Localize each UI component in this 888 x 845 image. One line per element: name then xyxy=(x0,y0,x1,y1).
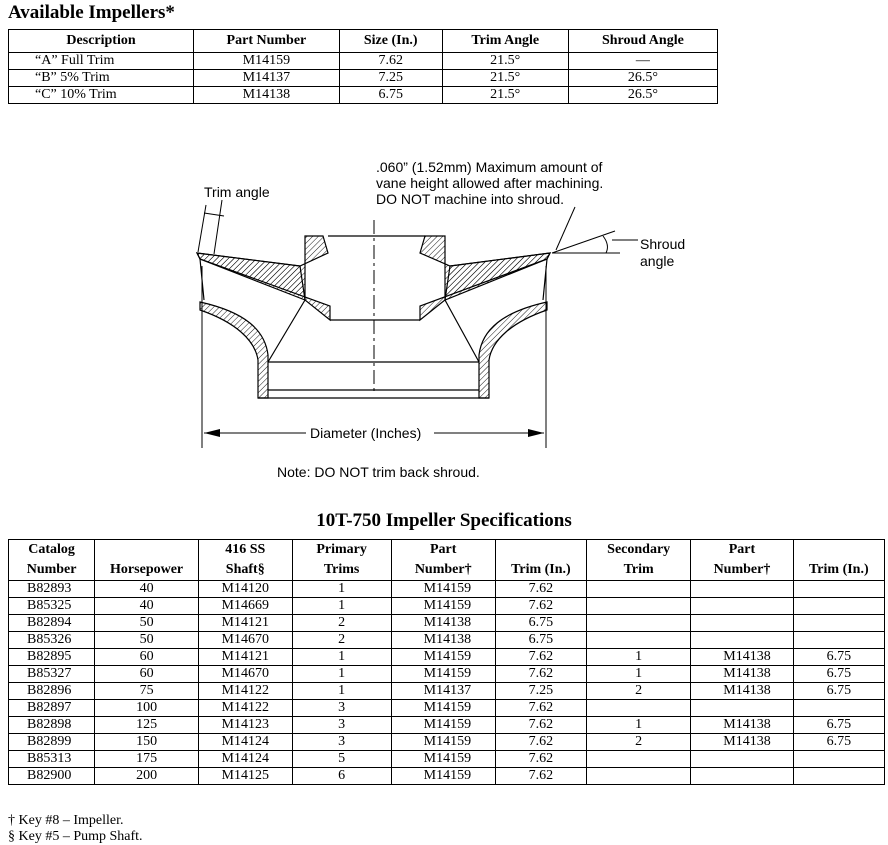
specs-cell xyxy=(793,768,884,785)
specs-cell: B82898 xyxy=(9,717,95,734)
specs-cell: 1 xyxy=(292,683,391,700)
specs-cell: B82894 xyxy=(9,615,95,632)
specs-cell: M14125 xyxy=(199,768,293,785)
vane-note: .060” (1.52mm) Maximum amount of vane height allowed after machining. DO NOT machine into shroud. xyxy=(376,159,604,207)
specs-cell: M14159 xyxy=(391,734,495,751)
impellers-header-row xyxy=(9,30,718,53)
specs-cell: M14670 xyxy=(199,632,293,649)
impellers-title: Available Impellers* xyxy=(8,2,175,23)
impeller-section-right xyxy=(420,236,550,398)
specs-cell: 6.75 xyxy=(495,615,586,632)
specs-cell: M14121 xyxy=(199,615,293,632)
specs-row xyxy=(9,666,885,683)
impellers-header-cell: Trim Angle xyxy=(442,30,568,53)
footnote-impeller: † Key #8 – Impeller. xyxy=(8,813,124,828)
specs-cell: 7.62 xyxy=(495,751,586,768)
specs-cell: 1 xyxy=(587,666,691,683)
specs-cell: M14137 xyxy=(391,683,495,700)
specs-cell: B85326 xyxy=(9,632,95,649)
specs-row xyxy=(9,683,885,700)
specs-header-cell xyxy=(199,540,293,581)
impellers-cell: 7.62 xyxy=(339,53,442,70)
specs-cell: M14159 xyxy=(391,768,495,785)
specs-row xyxy=(9,632,885,649)
specs-cell xyxy=(587,615,691,632)
specs-row xyxy=(9,734,885,751)
specs-row xyxy=(9,598,885,615)
specs-cell: B85327 xyxy=(9,666,95,683)
specs-cell: 125 xyxy=(95,717,199,734)
specs-header-line-2: Horsepower xyxy=(110,562,184,577)
trim-angle-label: Trim angle xyxy=(204,184,270,200)
specs-cell: 5 xyxy=(292,751,391,768)
impellers-row xyxy=(9,87,718,104)
specs-cell: 6.75 xyxy=(793,734,884,751)
specs-cell: 60 xyxy=(95,666,199,683)
impellers-cell: “A” Full Trim xyxy=(9,53,194,70)
specs-cell: 7.25 xyxy=(495,683,586,700)
specs-header-line-2: Trims xyxy=(323,562,360,577)
impellers-cell: M14137 xyxy=(194,70,340,87)
vane-note-leader xyxy=(556,207,575,250)
specs-cell xyxy=(691,598,793,615)
shroud-angle-dimension xyxy=(552,231,638,253)
impellers-cell: — xyxy=(568,53,717,70)
specs-cell xyxy=(793,700,884,717)
specs-cell xyxy=(793,598,884,615)
impellers-header-cell: Part Number xyxy=(194,30,340,53)
specs-row xyxy=(9,717,885,734)
specs-cell: 6.75 xyxy=(793,683,884,700)
specs-header-line-1: 416 SS xyxy=(225,542,266,557)
specs-cell: B85313 xyxy=(9,751,95,768)
specs-header-cell xyxy=(292,540,391,581)
specs-cell: 40 xyxy=(95,581,199,598)
specs-cell xyxy=(691,751,793,768)
specs-cell: 175 xyxy=(95,751,199,768)
specs-cell: 3 xyxy=(292,717,391,734)
impellers-cell: 21.5° xyxy=(442,70,568,87)
specs-cell: M14159 xyxy=(391,666,495,683)
specs-header-cell xyxy=(691,540,793,581)
specs-header-cell xyxy=(9,540,95,581)
specs-cell: M14122 xyxy=(199,683,293,700)
impellers-table xyxy=(8,29,718,104)
specs-row xyxy=(9,768,885,785)
specs-cell: 1 xyxy=(292,666,391,683)
specs-cell: M14159 xyxy=(391,649,495,666)
specs-cell: 50 xyxy=(95,632,199,649)
specs-cell: M14669 xyxy=(199,598,293,615)
specs-cell: 7.62 xyxy=(495,717,586,734)
specs-cell: M14138 xyxy=(691,683,793,700)
impellers-cell: 26.5° xyxy=(568,70,717,87)
specs-header-line-2: Trim xyxy=(623,562,654,577)
specs-header-row xyxy=(9,540,885,581)
specs-cell: M14124 xyxy=(199,751,293,768)
specs-header-cell xyxy=(391,540,495,581)
specs-cell: B82899 xyxy=(9,734,95,751)
specs-cell: B82895 xyxy=(9,649,95,666)
impellers-cell: M14138 xyxy=(194,87,340,104)
specs-cell xyxy=(587,768,691,785)
specs-cell: M14121 xyxy=(199,649,293,666)
specs-cell: 2 xyxy=(587,683,691,700)
diagram-note: Note: DO NOT trim back shroud. xyxy=(277,464,480,480)
specs-cell: 3 xyxy=(292,700,391,717)
specs-cell: M14670 xyxy=(199,666,293,683)
impeller-cross-section-diagram xyxy=(0,148,888,493)
diameter-label: Diameter (Inches) xyxy=(310,425,422,441)
specs-cell: M14159 xyxy=(391,717,495,734)
impellers-cell: “C” 10% Trim xyxy=(9,87,194,104)
specs-cell: M14120 xyxy=(199,581,293,598)
shroud-angle-label: Shroud angle xyxy=(640,236,686,269)
specs-cell: 7.62 xyxy=(495,666,586,683)
specs-cell: M14159 xyxy=(391,751,495,768)
specs-cell: 100 xyxy=(95,700,199,717)
specs-cell: 6.75 xyxy=(793,649,884,666)
specs-cell: 200 xyxy=(95,768,199,785)
specs-cell: 75 xyxy=(95,683,199,700)
impellers-header-cell: Description xyxy=(9,30,194,53)
specs-header-line-1: Secondary xyxy=(607,542,671,557)
specs-header-line-2: Number† xyxy=(414,562,472,577)
impellers-cell: “B” 5% Trim xyxy=(9,70,194,87)
specs-cell xyxy=(691,768,793,785)
impellers-row xyxy=(9,53,718,70)
specs-body xyxy=(9,581,885,785)
specs-cell: 150 xyxy=(95,734,199,751)
specs-cell: B82900 xyxy=(9,768,95,785)
specs-table xyxy=(8,539,885,785)
specs-cell: 1 xyxy=(587,649,691,666)
specs-cell: 7.62 xyxy=(495,649,586,666)
specs-title: 10T-750 Impeller Specifications xyxy=(316,510,572,531)
specs-header-cell xyxy=(793,540,884,581)
specs-cell: M14159 xyxy=(391,581,495,598)
specs-cell: M14122 xyxy=(199,700,293,717)
specs-cell: 2 xyxy=(292,632,391,649)
specs-cell: 1 xyxy=(587,717,691,734)
specs-row xyxy=(9,751,885,768)
specs-cell: 1 xyxy=(292,581,391,598)
specs-row xyxy=(9,581,885,598)
specs-cell: M14123 xyxy=(199,717,293,734)
specs-cell xyxy=(587,581,691,598)
specs-header-line-2: Trim (In.) xyxy=(809,562,869,577)
specs-cell xyxy=(691,700,793,717)
specs-cell xyxy=(793,632,884,649)
impellers-header-cell: Size (In.) xyxy=(339,30,442,53)
impellers-cell: 6.75 xyxy=(339,87,442,104)
specs-cell: B82897 xyxy=(9,700,95,717)
impeller-section-left xyxy=(197,236,330,398)
specs-cell: 40 xyxy=(95,598,199,615)
specs-cell: M14138 xyxy=(691,717,793,734)
specs-header-cell xyxy=(587,540,691,581)
specs-cell: 3 xyxy=(292,734,391,751)
specs-cell: M14138 xyxy=(691,649,793,666)
specs-cell: B85325 xyxy=(9,598,95,615)
specs-header-cell xyxy=(95,540,199,581)
specs-header-line-1: Catalog xyxy=(28,542,75,557)
specs-cell: 7.62 xyxy=(495,734,586,751)
impellers-cell: 21.5° xyxy=(442,53,568,70)
specs-cell: 1 xyxy=(292,598,391,615)
specs-cell xyxy=(793,615,884,632)
impellers-cell: M14159 xyxy=(194,53,340,70)
specs-header-line-1: Primary xyxy=(316,542,367,557)
specs-cell: M14159 xyxy=(391,598,495,615)
specs-cell xyxy=(793,581,884,598)
specs-cell: M14138 xyxy=(691,666,793,683)
specs-cell xyxy=(691,615,793,632)
footnote-pump-shaft: § Key #5 – Pump Shaft. xyxy=(8,829,143,844)
specs-header-line-2: Number xyxy=(26,562,77,577)
specs-cell: 1 xyxy=(292,649,391,666)
specs-cell xyxy=(587,751,691,768)
specs-row xyxy=(9,615,885,632)
specs-cell: 60 xyxy=(95,649,199,666)
specs-cell: 6.75 xyxy=(495,632,586,649)
specs-row xyxy=(9,700,885,717)
specs-cell: M14124 xyxy=(199,734,293,751)
specs-cell: 7.62 xyxy=(495,598,586,615)
specs-cell xyxy=(691,632,793,649)
specs-header-line-1: Part xyxy=(429,542,457,557)
specs-cell: 7.62 xyxy=(495,768,586,785)
specs-cell: 2 xyxy=(587,734,691,751)
specs-cell: B82896 xyxy=(9,683,95,700)
specs-cell xyxy=(793,751,884,768)
impellers-cell: 21.5° xyxy=(442,87,568,104)
specs-header-line-2: Trim (In.) xyxy=(511,562,571,577)
trim-angle-dimension xyxy=(198,200,224,254)
specs-cell: 6 xyxy=(292,768,391,785)
specs-header-line-2: Number† xyxy=(713,562,771,577)
specs-cell xyxy=(587,632,691,649)
specs-cell: B82893 xyxy=(9,581,95,598)
specs-cell: 6.75 xyxy=(793,717,884,734)
specs-cell: 2 xyxy=(292,615,391,632)
specs-cell: 7.62 xyxy=(495,581,586,598)
specs-cell: 50 xyxy=(95,615,199,632)
impellers-body xyxy=(9,53,718,104)
specs-header-line-2: Shaft§ xyxy=(225,562,265,577)
specs-header-cell xyxy=(495,540,586,581)
specs-cell: 6.75 xyxy=(793,666,884,683)
specs-cell: M14138 xyxy=(391,615,495,632)
specs-cell xyxy=(587,700,691,717)
impellers-cell: 7.25 xyxy=(339,70,442,87)
impellers-cell: 26.5° xyxy=(568,87,717,104)
specs-cell: M14138 xyxy=(691,734,793,751)
specs-cell: 7.62 xyxy=(495,700,586,717)
specs-row xyxy=(9,649,885,666)
specs-cell: M14138 xyxy=(391,632,495,649)
specs-header-line-1: Part xyxy=(728,542,756,557)
specs-cell xyxy=(587,598,691,615)
specs-cell: M14159 xyxy=(391,700,495,717)
impellers-header-cell: Shroud Angle xyxy=(568,30,717,53)
impellers-row xyxy=(9,70,718,87)
specs-cell xyxy=(691,581,793,598)
